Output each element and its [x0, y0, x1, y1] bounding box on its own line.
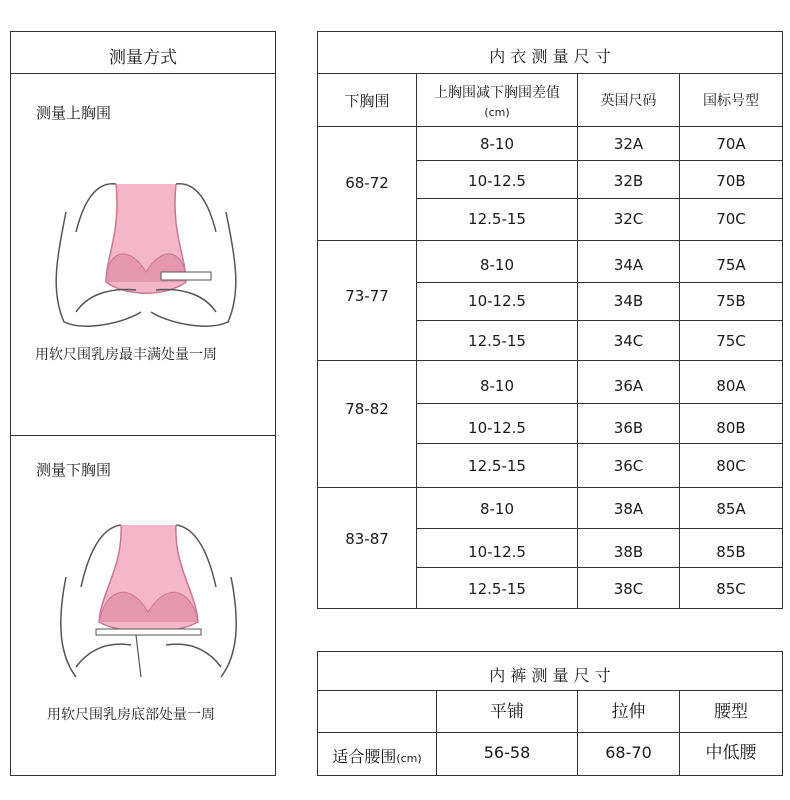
header-bust-difference: 上胸围减下胸围差值 — [434, 85, 560, 101]
bust-difference-cell: 10-12.5 — [468, 172, 526, 190]
grid-line — [416, 282, 783, 283]
uk-size-cell: 32B — [613, 172, 644, 190]
grid-line — [317, 690, 783, 691]
bust-difference-cell: 8-10 — [479, 377, 515, 395]
uk-size-cell: 34A — [613, 256, 644, 274]
method-title: 测量方式 — [109, 48, 177, 68]
uk-size-cell: 34B — [613, 292, 644, 310]
bust-difference-cell: 12.5-15 — [468, 580, 526, 598]
panty-header-stretch: 拉伸 — [611, 702, 646, 722]
intl-size-cell: 85A — [716, 500, 746, 518]
intl-size-cell: 85B — [716, 543, 746, 561]
panty-row-label — [317, 744, 437, 767]
under-bust-cell: 73-77 — [345, 287, 389, 305]
uk-size-cell: 38B — [613, 543, 644, 561]
grid-line — [317, 360, 783, 361]
intl-size-cell: 70C — [716, 210, 746, 228]
panty-value-waist-type: 中低腰 — [705, 743, 757, 763]
measurement-method-panel — [10, 31, 276, 776]
grid-line — [416, 443, 783, 444]
grid-line — [416, 198, 783, 199]
grid-line — [317, 487, 783, 488]
header-under-bust: 下胸围 — [344, 92, 390, 110]
header-uk-size: 英国尺码 — [600, 93, 657, 109]
panty-header-waist-type: 腰型 — [714, 702, 748, 722]
bust-difference-cell: 8-10 — [479, 500, 515, 518]
bust-difference-cell: 10-12.5 — [468, 543, 526, 561]
panty-row-label-unit: (cm) — [396, 752, 422, 765]
intl-size-cell: 80A — [716, 377, 746, 395]
uk-size-cell: 36A — [613, 377, 644, 395]
under-bust-cell: 83-87 — [345, 530, 389, 548]
uk-size-cell: 38C — [613, 580, 644, 598]
grid-line — [416, 528, 783, 529]
bust-difference-cell: 12.5-15 — [468, 332, 526, 350]
under-bust-cell: 68-72 — [345, 174, 389, 192]
panty-value-flat: 56-58 — [483, 743, 531, 762]
panty-header-flat: 平铺 — [490, 702, 524, 722]
grid-line — [416, 160, 783, 161]
panty-value-stretch: 68-70 — [605, 743, 652, 762]
lower-chest-illustration — [51, 517, 246, 692]
lower-chest-caption: 用软尺围乳房底部处量一周 — [47, 707, 215, 723]
intl-size-cell: 80B — [716, 419, 746, 437]
uk-size-cell: 32C — [613, 210, 644, 228]
grid-line — [317, 126, 783, 127]
grid-line — [416, 403, 783, 404]
uk-size-cell: 34C — [613, 332, 644, 350]
upper-chest-heading: 测量上胸围 — [36, 104, 112, 122]
uk-size-cell: 32A — [613, 135, 644, 153]
grid-line — [317, 732, 783, 733]
intl-size-cell: 80C — [716, 457, 746, 475]
bust-difference-cell: 10-12.5 — [468, 419, 526, 437]
intl-size-cell: 85C — [716, 580, 746, 598]
grid-line — [317, 240, 783, 241]
panty-table-title: 内 裤 测 量 尺 寸 — [489, 666, 611, 685]
grid-line — [317, 73, 783, 74]
lower-chest-heading: 测量下胸围 — [36, 461, 112, 479]
bra-table-title: 内 衣 测 量 尺 寸 — [489, 47, 611, 66]
intl-size-cell: 75A — [716, 256, 746, 274]
divider — [11, 73, 275, 74]
intl-size-cell: 70A — [716, 135, 746, 153]
bust-difference-cell: 8-10 — [479, 256, 515, 274]
under-bust-cell: 78-82 — [345, 400, 389, 418]
header-intl-size: 国标号型 — [703, 93, 759, 109]
bust-difference-cell: 12.5-15 — [468, 210, 526, 228]
divider — [11, 435, 275, 436]
header-bust-difference-unit: (cm) — [484, 106, 510, 119]
panty-row-label-text: 适合腰围 — [332, 747, 397, 766]
upper-chest-caption: 用软尺围乳房最丰满处量一周 — [35, 347, 217, 363]
grid-line — [416, 567, 783, 568]
bust-difference-cell: 12.5-15 — [468, 457, 526, 475]
bust-difference-cell: 10-12.5 — [468, 292, 526, 310]
bust-difference-cell: 8-10 — [479, 135, 515, 153]
upper-chest-illustration — [46, 172, 246, 342]
intl-size-cell: 75B — [716, 292, 746, 310]
uk-size-cell: 36B — [613, 419, 644, 437]
uk-size-cell: 36C — [613, 457, 644, 475]
grid-line — [416, 320, 783, 321]
intl-size-cell: 75C — [716, 332, 746, 350]
intl-size-cell: 70B — [716, 172, 746, 190]
uk-size-cell: 38A — [613, 500, 644, 518]
